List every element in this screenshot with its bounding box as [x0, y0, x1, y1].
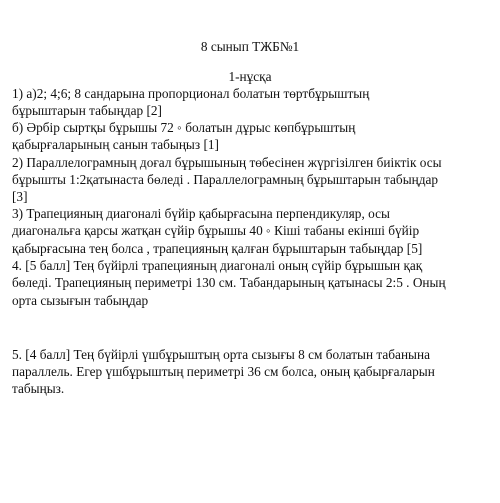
task-5-line-2: параллель. Егер үшбұрыштың периметрі 36 см болса, оның қабырғаларын [12, 364, 435, 379]
task-5-line-3: табыңыз. [12, 381, 65, 396]
document-title: 8 сынып ТЖБ№1 [200, 39, 300, 54]
task-5-line-1: 5. [4 балл] Тең бүйірлі үшбұрыштың орта сызығы 8 см болатын табанына [12, 347, 431, 362]
task-1b-line-2: қабырғаларының санын табыңыз [1] [12, 137, 219, 152]
task-4-line-1: 4. [5 балл] Тең бүйірлі трапецияның диагоналі оның сүйір бұрышын қақ [12, 258, 423, 273]
variant-label: 1-нұсқа [228, 69, 272, 84]
task-2-line-3: [3] [12, 189, 28, 204]
task-4-line-2: бөледі. Трапецияның периметрі 130 см. Табандарының қатынасы 2:5 . Оның [12, 275, 446, 290]
task-1b-line-1: б) Әрбір сыртқы бұрышы 72 ◦ болатын дұрыс көпбұрыштың [12, 120, 356, 135]
task-3-line-3: қабырғасына тең болса , трапецияның қалған бұрыштарын табыңдар [5] [12, 241, 423, 256]
task-4-line-3: орта сызығын табыңдар [12, 293, 149, 308]
task-3-line-2: диагональға қарсы жатқан сүйір бұрышы 40 ◦ Кіші табаны екінші бүйір [12, 223, 420, 238]
task-1a-line-2: бұрыштарын табыңдар [2] [12, 103, 162, 118]
task-3-line-1: 3) Трапецияның диагоналі бүйір қабырғасына перпендикуляр, осы [12, 206, 390, 221]
task-1a-line-1: 1) а)2; 4;6; 8 сандарына пропорционал болатын төртбұрыштың [12, 86, 370, 101]
task-2-line-2: бұрышты 1:2қатынаста бөледі . Параллелограмның бұрыштарын табыңдар [12, 172, 439, 187]
task-2-line-1: 2) Параллелограмның доғал бұрышының төбесінен жүргізілген биіктік осы [12, 155, 442, 170]
